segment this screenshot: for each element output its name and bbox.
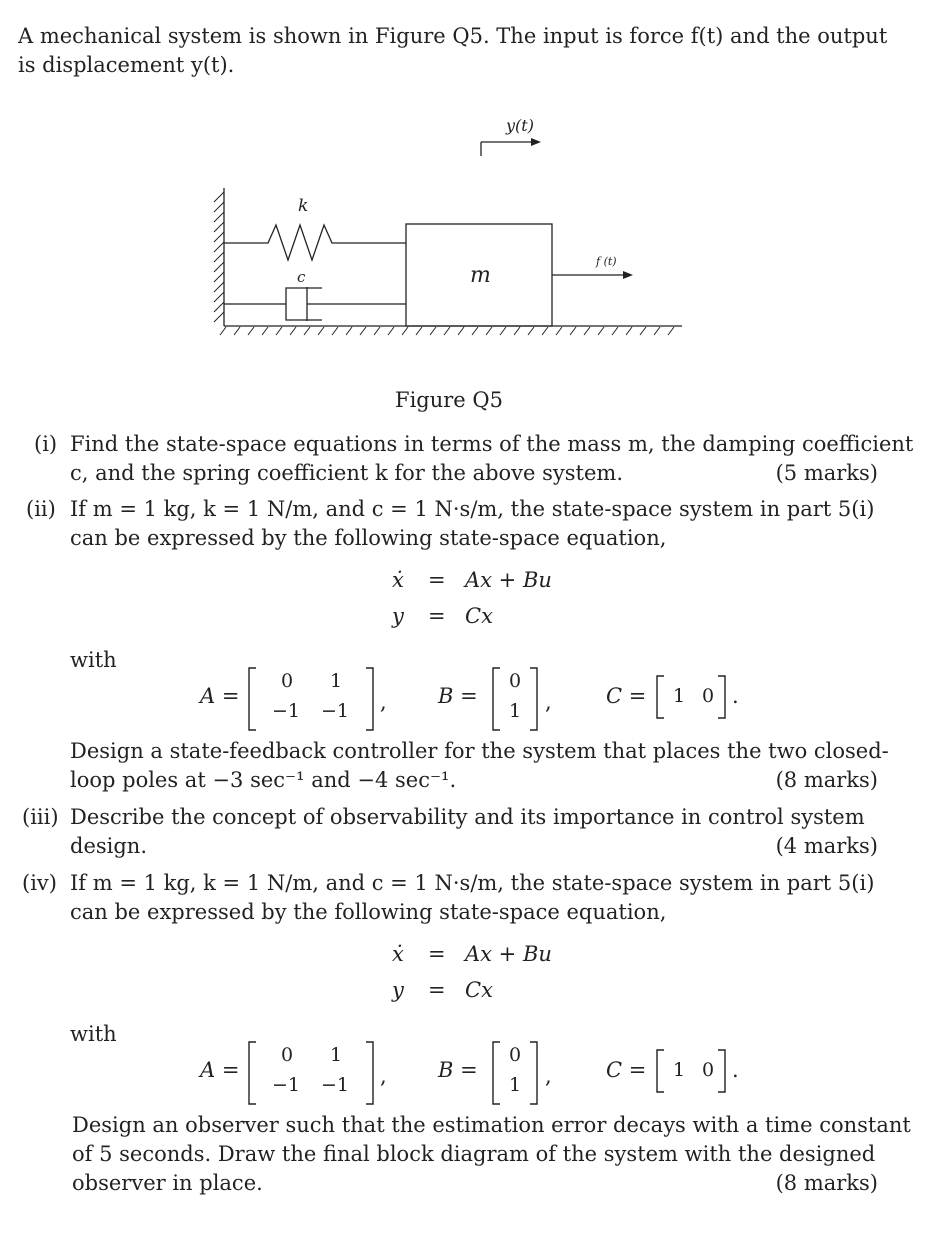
force-label: f (t) xyxy=(596,255,617,268)
damper xyxy=(224,287,406,321)
q4-B-label: B = xyxy=(438,1058,478,1082)
q2-marks: (8 marks) xyxy=(775,768,878,792)
q2-A-r2c1: −1 xyxy=(272,700,301,722)
ground xyxy=(220,326,682,335)
displacement-label: y(t) xyxy=(506,116,534,135)
q4-line-1: If m = 1 kg, k = 1 N/m, and c = 1 N·s/m, the state-space system in part 5(i) xyxy=(70,871,875,895)
q1-line-2: c, and the spring coefficient k for the above system. xyxy=(70,461,624,485)
q2-number: (ii) xyxy=(26,497,56,521)
q2-eq2-equals: = xyxy=(428,604,446,628)
q4-eq1-rhs: Ax + Bu xyxy=(465,942,552,966)
q4-line-3: Design an observer such that the estimation error decays with a time constant xyxy=(72,1113,911,1137)
q4-C-label: C = xyxy=(606,1058,647,1082)
q2-C-c1: 1 xyxy=(673,685,686,707)
mass-label: m xyxy=(470,263,491,288)
q4-A-label: A = xyxy=(200,1058,240,1082)
q4-line-4: of 5 seconds. Draw the final block diagram of the system with the designed xyxy=(72,1142,876,1166)
q2-line-4: loop poles at −3 sec⁻¹ and −4 sec⁻¹. xyxy=(70,768,457,792)
q2-eq1-rhs: Ax + Bu xyxy=(465,568,552,592)
q3-marks: (4 marks) xyxy=(775,834,878,858)
q2-A-label: A = xyxy=(200,684,240,708)
q4-eq2-rhs: Cx xyxy=(465,978,493,1002)
q2-A-r1c1: 0 xyxy=(281,670,294,692)
q4-A-r2c1: −1 xyxy=(272,1074,301,1096)
q2-eq1-lhs: ẋ xyxy=(392,568,404,592)
q2-matrix-C-brackets xyxy=(654,674,728,720)
q2-line-1: If m = 1 kg, k = 1 N/m, and c = 1 N·s/m, the state-space system in part 5(i) xyxy=(70,497,875,521)
q1-number: (i) xyxy=(34,432,58,456)
q4-number: (iv) xyxy=(22,871,57,895)
q4-matrix-C-brackets xyxy=(654,1048,728,1094)
intro-line-2: is displacement y(t). xyxy=(18,53,235,77)
spring-label: k xyxy=(298,196,309,216)
q2-eq1-equals: = xyxy=(428,568,446,592)
q2-B-r1: 0 xyxy=(509,670,522,692)
q4-B-r1: 0 xyxy=(509,1044,522,1066)
q4-with: with xyxy=(70,1022,117,1046)
q4-eq2-lhs: y xyxy=(392,978,404,1002)
damper-label: c xyxy=(297,268,306,286)
q4-A-r1c2: 1 xyxy=(330,1044,343,1066)
left-wall xyxy=(214,188,224,326)
q4-eq1-equals: = xyxy=(428,942,446,966)
q4-C-c1: 1 xyxy=(673,1059,686,1081)
force-arrow xyxy=(552,271,633,279)
q4-C-c2: 0 xyxy=(702,1059,715,1081)
figure-caption: Figure Q5 xyxy=(395,388,503,412)
q2-line-3: Design a state-feedback controller for the system that places the two closed- xyxy=(70,739,889,763)
q2-matrix-A-brackets xyxy=(246,666,376,732)
q3-number: (iii) xyxy=(22,805,59,829)
q2-A-r1c2: 1 xyxy=(330,670,343,692)
q2-A-r2c2: −1 xyxy=(321,700,350,722)
q3-line-2: design. xyxy=(70,834,148,858)
q4-line-2: can be expressed by the following state-space equation, xyxy=(70,900,667,924)
spring xyxy=(224,225,406,260)
q2-eq2-rhs: Cx xyxy=(465,604,493,628)
q1-marks: (5 marks) xyxy=(775,461,878,485)
q2-C-c2: 0 xyxy=(702,685,715,707)
q4-matrix-A-brackets xyxy=(246,1040,376,1106)
q4-marks: (8 marks) xyxy=(775,1171,878,1195)
q4-A-r2c2: −1 xyxy=(321,1074,350,1096)
q2-B-label: B = xyxy=(438,684,478,708)
q4-eq2-equals: = xyxy=(428,978,446,1002)
q2-with: with xyxy=(70,648,117,672)
displacement-arrow xyxy=(481,138,541,156)
q1-line-1: Find the state-space equations in terms of the mass m, the damping coefficient xyxy=(70,432,914,456)
q4-A-r1c1: 0 xyxy=(281,1044,294,1066)
q2-C-label: C = xyxy=(606,684,647,708)
q3-line-1: Describe the concept of observability and its importance in control system xyxy=(70,805,865,829)
q2-eq2-lhs: y xyxy=(392,604,404,628)
q2-B-r2: 1 xyxy=(509,700,522,722)
q4-B-r2: 1 xyxy=(509,1074,522,1096)
mechanical-system-figure xyxy=(0,0,930,380)
q4-eq1-lhs: ẋ xyxy=(392,942,404,966)
intro-line-1: A mechanical system is shown in Figure Q5. The input is force f(t) and the output xyxy=(18,24,888,48)
q2-line-2: can be expressed by the following state-space equation, xyxy=(70,526,667,550)
q4-line-5: observer in place. xyxy=(72,1171,263,1195)
